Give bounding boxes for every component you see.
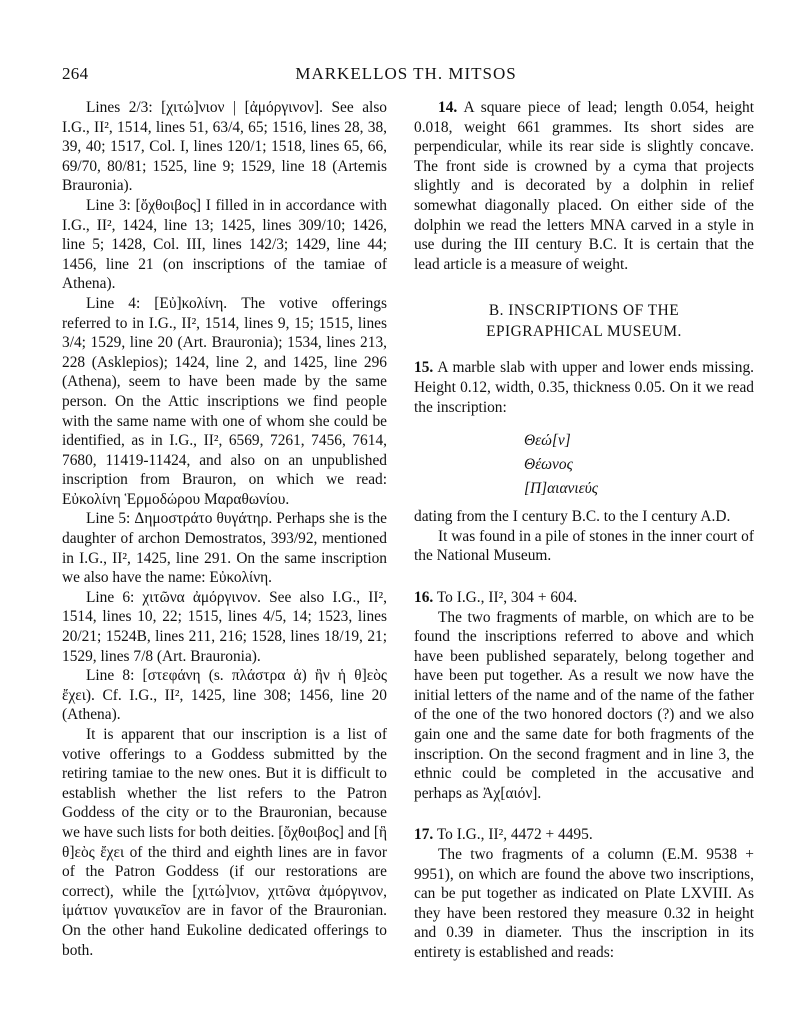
inscription-line: Θέωνος	[524, 456, 573, 474]
paragraph-lines-2-3: Lines 2/3: [χιτώ]νιον | [ἀμόργινον]. See also I.G., II², 1514, lines 51, 63/4, 65; 1516, lines 28, 38, 39, 40; 1517, Col. I, lines 120/1; 1518, lines 65, 66, 69/70, 80/81; 1525, line 9; 1529, line 18 (Artemis Brauronia).	[62, 99, 387, 195]
left-column	[62, 98, 387, 960]
item-number: 15.	[414, 359, 434, 377]
item-number: 16.	[414, 588, 434, 606]
section-heading-line-1: B. INSCRIPTIONS OF THE	[488, 302, 680, 320]
item-17-text: The two fragments of a column (E.M. 9538 + 9951), on which are found the above two inscriptions, can be put together as indicated on Plate LXVIII. As they have been restored they measure 0.32 in height and 0.39 in diameter. Thus the inscription in its entirety is established and reads:	[414, 846, 754, 961]
item-title: To I.G., II², 304 + 604.	[436, 588, 578, 606]
item-16-text: The two fragments of marble, on which are to be found the inscriptions referred to above and which have been published separately, belong together and have been put together. As a result we now have the initial letters of the name and of the name of the father of the one of the two honored doctors (?) and we also gain one and the same date for both fragments of the inscription. On the second fragment and in line 3, the ethnic could be completed in the accusative and perhaps as Ἀχ[αιόν].	[414, 608, 754, 802]
section-heading	[414, 300, 754, 342]
item-14	[414, 98, 754, 274]
item-number: 14.	[438, 99, 458, 116]
inscription-line: Θεώ[ν]	[524, 432, 571, 450]
item-text: A marble slab with upper and lower ends missing. Height 0.12, width, 0.35, thickness 0.05. On it we read the inscription:	[414, 359, 754, 416]
item-17-title	[414, 825, 754, 845]
page-number: 264	[62, 64, 89, 83]
item-title: To I.G., II², 4472 + 4495.	[436, 826, 593, 844]
paragraph-conclusion: It is apparent that our inscription is a list of votive offerings to a Goddess submitted by the retiring tamiae to the new ones. But it is difficult to establish whether the list refers to the Patron Goddess of the city or to the Brauronian, because we have such lists for both deities. [ὄχθοιβος] and [ἣ θ]εὸς ἔχει of the third and eighth lines are in favor of the Patron Goddess (if our restorations are correct), while the [χιτώ]νιον, χιτῶνα ἀμόργινον, ἱμάτιον γυναικεῖον are in favor of the Brauronian. On the other hand Eukoline dedicated offerings to both.	[62, 726, 387, 959]
item-number: 17.	[414, 826, 434, 844]
paragraph-line-8: Line 8: [στεφάνη (s. πλάστρα ἁ) ἣν ἡ θ]εὸς ἔχει). Cf. I.G., II², 1425, line 308; 1456, line 20 (Athena).	[62, 667, 387, 724]
inscription-line: [Π]αιανιεύς	[524, 480, 599, 498]
item-16-title	[414, 588, 754, 608]
right-column	[414, 98, 754, 963]
item-15	[414, 358, 754, 417]
running-header	[62, 64, 750, 88]
running-title: MARKELLOS TH. MITSOS	[295, 64, 517, 83]
paragraph-line-6: Line 6: χιτῶνα ἀμόργινον. See also I.G., II², 1514, lines 10, 22; 1515, lines 4/5, 14; 1523, lines 20/21; 1524B, lines 211, 216; 1528, lines 18/19, 21; 1529, lines 7/8 (Art. Brauronia).	[62, 588, 387, 665]
item-15-dating: dating from the I century B.C. to the I century A.D.	[414, 508, 731, 526]
paragraph-line-3: Line 3: [ὄχθοιβος] I filled in in accordance with I.G., II², 1424, line 13; 1425, lines 309/10; 1426, line 5; 1428, Col. III, lines 142/3; 1429, line 44; 1456, line 21 (on inscriptions of the tamiae of Athena).	[62, 196, 387, 293]
inscription-block	[414, 429, 754, 501]
paragraph-line-4: Line 4: [Εὐ]κολίνη. The votive offerings referred to in I.G., II², 1514, lines 9, 15; 1515, lines 3/4; 1529, line 20 (Art. Brauronia); 1534, lines 213, 228 (Asklepios); 1424, line 2, and 1425, line 296 (Athena), seem to have been made by the same person. On the Attic inscriptions we find people with the same name with one of whom she could be identified, as in I.G., II², 6569, 7261, 7456, 7614, 7680, 11419-11424, and also on an unpublished inscription from Brauron, on which we read: Εὐκολίνη Ἑρμοδώρου Μαραθωνίου.	[62, 294, 387, 508]
paragraph-line-5: Line 5: Δημοστράτο θυγάτηρ. Perhaps she is the daughter of archon Demostratos, 393/92, mentioned in I.G., II², 1425, line 291. On the same inscription we also have the name: Εὐκολίνη.	[62, 510, 387, 587]
section-heading-line-2: EPIGRAPHICAL MUSEUM.	[486, 323, 682, 341]
item-text: A square piece of lead; length 0.054, height 0.018, weight 661 grammes. Its short sides are perpendicular, while its rear side is slightly concave. The front side is crowned by a cyma that projects slightly and is decorated by a dolphin in relief somewhat diagonally placed. On either side of the dolphin we read the letters ΜΝΑ carved in a style in use during the III century B.C. It is certain that the lead article is a measure of weight.	[414, 99, 754, 273]
item-15-found: It was found in a pile of stones in the inner court of the National Museum.	[414, 527, 754, 565]
